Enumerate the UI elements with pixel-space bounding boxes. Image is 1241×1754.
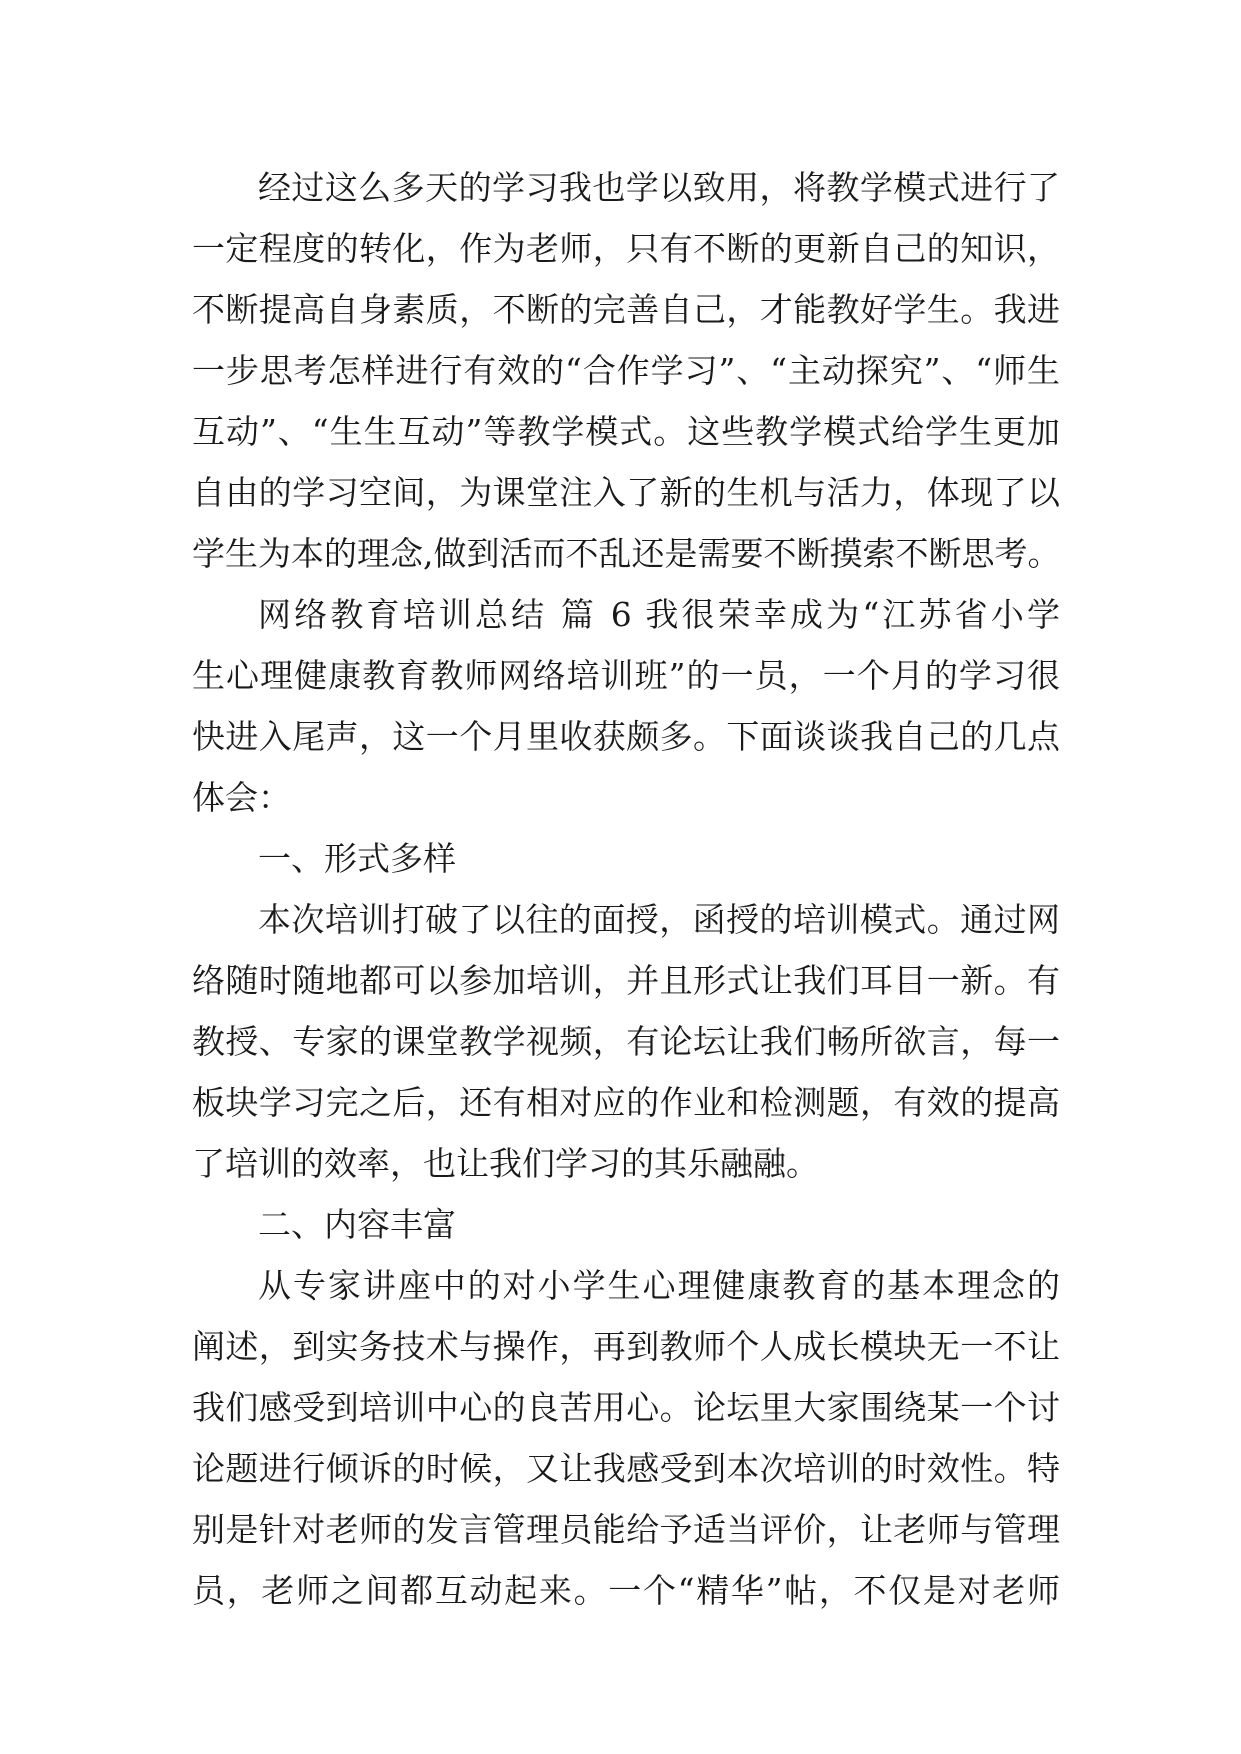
text-line: 学生为本的理念,做到活而不乱还是需要不断摸索不断思考。 (192, 534, 1061, 573)
text-line: 一定程度的转化，作为老师，只有不断的更新自己的知识， (192, 229, 1060, 268)
text-lines (192, 157, 1060, 1621)
text-line: 体会： (192, 778, 291, 817)
text-line: 别是针对老师的发言管理员能给予适当评价，让老师与管理 (192, 1510, 1060, 1549)
text-line: 自由的学习空间，为课堂注入了新的生机与活力，体现了以 (192, 473, 1060, 512)
text-line: 板块学习完之后，还有相对应的作业和检测题，有效的提高 (192, 1083, 1060, 1122)
text-line: 经过这么多天的学习我也学以致用，将教学模式进行了 (258, 168, 1060, 207)
text-line: 快进入尾声，这一个月里收获颇多。下面谈谈我自己的几点 (192, 717, 1060, 756)
text-line: 不断提高自身素质，不断的完善自己，才能教好学生。我进 (192, 290, 1060, 329)
text-line: 论题进行倾诉的时候，又让我感受到本次培训的时效性。特 (192, 1449, 1060, 1488)
text-line: 一步思考怎样进行有效的“合作学习”、“主动探究”、“师生 (192, 351, 1060, 390)
text-line: 生心理健康教育教师网络培训班”的一员，一个月的学习很 (192, 656, 1060, 695)
text-line: 一、形式多样 (258, 839, 456, 878)
text-line: 了培训的效率，也让我们学习的其乐融融。 (192, 1144, 819, 1183)
text-line: 我们感受到培训中心的良苦用心。论坛里大家围绕某一个讨 (192, 1388, 1060, 1427)
text-line: 络随时随地都可以参加培训，并且形式让我们耳目一新。有 (192, 961, 1060, 1000)
text-line: 教授、专家的课堂教学视频，有论坛让我们畅所欲言，每一 (192, 1022, 1060, 1061)
text-line: 从专家讲座中的对小学生心理健康教育的基本理念的 (258, 1266, 1060, 1305)
text-line: 本次培训打破了以往的面授，函授的培训模式。通过网 (258, 900, 1060, 939)
text-line: 阐述，到实务技术与操作，再到教师个人成长模块无一不让 (192, 1327, 1060, 1366)
document-body (192, 157, 1060, 1621)
text-line: 网络教育培训总结 篇 6 我很荣幸成为“江苏省小学 (258, 595, 1060, 634)
text-line: 员，老师之间都互动起来。一个“精华”帖，不仅是对老师 (192, 1571, 1060, 1610)
text-line: 互动”、“生生互动”等教学模式。这些教学模式给学生更加 (192, 412, 1060, 451)
text-line: 二、内容丰富 (258, 1205, 456, 1244)
